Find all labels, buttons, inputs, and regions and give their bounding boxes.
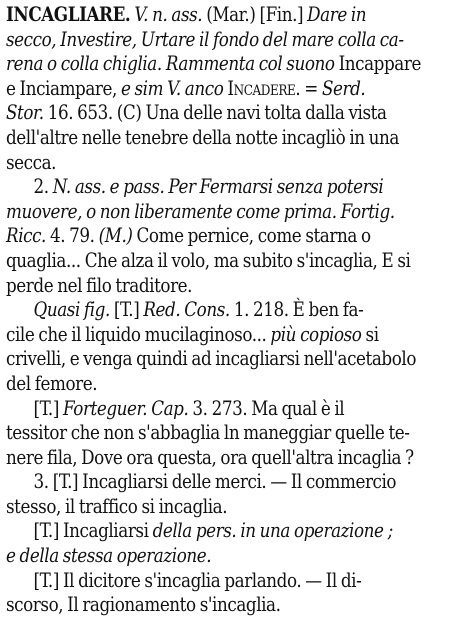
entry-text: stesso, il traffico si incaglia. — [6, 494, 228, 518]
entry-text: perde nel filo traditore. — [6, 273, 193, 297]
entry-text: Quasi fig. — [33, 298, 110, 322]
entry-text: Incadere — [227, 76, 296, 100]
entry-text: [T.] — [33, 396, 63, 420]
entry-text: e Inciampare, — [6, 76, 121, 100]
entry-text: 1. 218. È ben fa- — [229, 298, 364, 322]
entry-text: e della stessa operazione. — [6, 544, 212, 568]
entry-line — [6, 52, 466, 77]
entry-text: Dare in — [307, 3, 367, 26]
entry-text: [T.] Il dicitore s'incaglia parlando. — Il di- — [33, 568, 362, 592]
entry-text: crivelli, e venga quindi ad incagliarsi nell'acetabolo — [6, 347, 416, 371]
entry-text: [T.] Incagliarsi — [33, 519, 153, 543]
dictionary-entry-incagliare — [6, 3, 466, 618]
entry-line — [6, 372, 466, 397]
entry-line — [6, 569, 466, 594]
entry-line — [6, 298, 466, 323]
entry-line — [6, 397, 466, 422]
entry-text: cile che il liquido mucilaginoso... — [6, 322, 271, 346]
entry-text: nere fila, Dove ora questa, ora quell'altra incaglia ? — [6, 445, 414, 469]
entry-text: V. n. ass. — [130, 3, 203, 26]
entry-text: dell'altre nelle tenebre della notte incagliò in una — [6, 125, 399, 149]
entry-line — [6, 200, 466, 225]
entry-line — [6, 249, 466, 274]
entry-text: (M.) — [98, 224, 133, 248]
entry-text: N. ass. e pass. Per Fermarsi senza potersi — [52, 175, 384, 199]
entry-line — [6, 224, 466, 249]
entry-text: muovere, o non liberamente come prima. Fortig. — [6, 199, 395, 223]
entry-text: Red. Cons. — [143, 298, 230, 322]
entry-line — [6, 175, 466, 200]
entry-text: Stor. — [6, 101, 44, 125]
entry-text: più copioso — [270, 322, 362, 346]
entry-text: [T.] — [109, 298, 144, 322]
entry-text: Serd. — [321, 76, 366, 100]
entry-text: e sim V. anco — [120, 76, 228, 100]
entry-line — [6, 323, 466, 348]
entry-text: 4. 79. — [45, 224, 99, 248]
entry-text: della pers. in una operazione ; — [152, 519, 393, 543]
entry-text: . = — [295, 76, 322, 100]
entry-text: 3. [T.] Incagliarsi delle merci. — Il commercio — [33, 470, 397, 494]
entry-text: secca. — [6, 150, 57, 174]
entry-line — [6, 593, 466, 618]
entry-text: tessitor che non s'abbaglia ln maneggiar quelle te- — [6, 421, 410, 445]
entry-text: 16. 653. (C) Una delle navi tolta dalla vista — [43, 101, 387, 125]
entry-line — [6, 3, 466, 28]
entry-line — [6, 470, 466, 495]
entry-text: Come pernice, come starna o — [132, 224, 371, 248]
entry-text: rena o colla chiglia. Rammenta col suono — [6, 52, 339, 76]
entry-text: (Mar.) [Fin.] — [202, 3, 308, 26]
entry-line — [6, 77, 466, 102]
entry-text: scorso, Il ragionamento s'incaglia. — [6, 593, 281, 617]
entry-line — [6, 495, 466, 520]
entry-line — [6, 347, 466, 372]
entry-line — [6, 421, 466, 446]
entry-line — [6, 101, 466, 126]
entry-line — [6, 544, 466, 569]
entry-line — [6, 446, 466, 471]
entry-text: Incappare — [338, 52, 421, 76]
entry-text: del femore. — [6, 371, 98, 395]
entry-text: si — [361, 322, 379, 346]
entry-line — [6, 151, 466, 176]
headword: INCAGLIARE. — [6, 3, 131, 26]
entry-line — [6, 274, 466, 299]
entry-text: 3. 273. Ma qual è il — [188, 396, 345, 420]
entry-text: Ricc. — [6, 224, 46, 248]
entry-text: quaglia... Che alza il volo, ma subito s'incaglia, E si — [6, 248, 411, 272]
entry-line — [6, 126, 466, 151]
entry-text: secco, Investire, Urtare il fondo del mare colla ca- — [6, 27, 404, 51]
entry-text: 2. — [33, 175, 53, 199]
entry-text: Forteguer. Cap. — [62, 396, 189, 420]
entry-line — [6, 28, 466, 53]
